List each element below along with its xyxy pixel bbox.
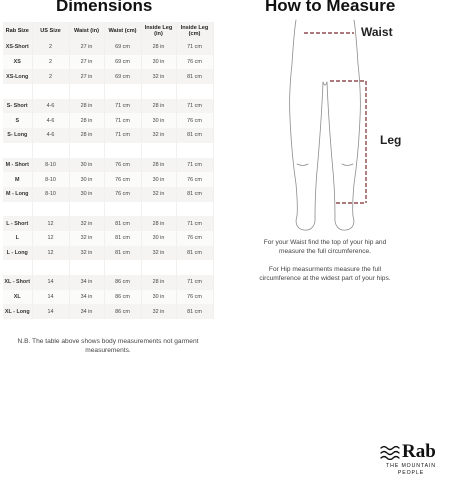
table-spacer-row — [3, 260, 213, 275]
table-row — [3, 40, 213, 55]
table-cell: 32 in — [141, 128, 176, 143]
table-cell — [104, 260, 141, 275]
table-cell: 76 cm — [176, 231, 213, 246]
table-cell: 30 in — [69, 172, 104, 187]
table-cell — [3, 143, 32, 158]
table-cell: 4-6 — [32, 99, 69, 114]
column-header: US Size — [32, 22, 69, 40]
table-cell — [69, 84, 104, 99]
table-spacer-row — [3, 143, 213, 158]
table-cell — [176, 260, 213, 275]
table-cell: 12 — [32, 216, 69, 231]
table-row — [3, 158, 213, 173]
table-row — [3, 69, 213, 84]
table-cell: 30 in — [69, 158, 104, 173]
table-cell — [141, 260, 176, 275]
table-cell: 8-10 — [32, 187, 69, 202]
table-cell: 81 cm — [176, 128, 213, 143]
table-cell — [104, 202, 141, 217]
table-spacer-row — [3, 84, 213, 99]
hip-instruction: For Hip measurments measure the full circumference at the widest part of your hips. — [259, 266, 391, 282]
table-cell: 28 in — [141, 99, 176, 114]
table-cell: 32 in — [141, 69, 176, 84]
table-cell: 69 cm — [104, 55, 141, 70]
table-cell: 4-6 — [32, 128, 69, 143]
table-note: N.B. The table above shows body measurements not garment measurements. — [17, 338, 199, 354]
table-cell: 28 in — [141, 275, 176, 290]
table-cell: 86 cm — [104, 275, 141, 290]
table-cell: 32 in — [141, 304, 176, 319]
table-cell — [176, 202, 213, 217]
table-cell: 12 — [32, 231, 69, 246]
table-row — [3, 128, 213, 143]
table-cell: 81 cm — [176, 187, 213, 202]
table-cell: S- Long — [3, 128, 32, 143]
table-cell: 4-6 — [32, 113, 69, 128]
table-cell: 8-10 — [32, 172, 69, 187]
right-leg-inner — [327, 82, 335, 216]
table-row — [3, 172, 213, 187]
table-cell — [69, 143, 104, 158]
brand-block — [380, 442, 450, 477]
left-leg-outer — [290, 118, 297, 216]
table-cell — [3, 260, 32, 275]
table-cell: L — [3, 231, 32, 246]
table-cell — [141, 84, 176, 99]
table-cell: 81 cm — [176, 246, 213, 261]
table-cell: 76 cm — [176, 113, 213, 128]
table-cell: 86 cm — [104, 304, 141, 319]
rab-wave-icon — [380, 444, 402, 460]
table-cell: XL — [3, 290, 32, 305]
table-cell: 86 cm — [104, 290, 141, 305]
right-foot — [335, 216, 354, 230]
table-cell: M - Long — [3, 187, 32, 202]
table-cell: 32 in — [69, 246, 104, 261]
how-to-measure-title: How to Measure — [265, 0, 396, 15]
table-cell: 76 cm — [104, 172, 141, 187]
table-cell — [176, 84, 213, 99]
column-header: Inside Leg (in) — [141, 22, 176, 40]
crotch-curve — [323, 82, 327, 85]
brand-logo — [380, 442, 450, 462]
table-cell: 69 cm — [104, 69, 141, 84]
table-cell — [104, 143, 141, 158]
table-cell — [176, 143, 213, 158]
table-cell: 27 in — [69, 55, 104, 70]
table-cell: 71 cm — [104, 99, 141, 114]
table-row — [3, 275, 213, 290]
waist-instruction: For your Waist find the top of your hip and measure the full circumference. — [263, 239, 387, 255]
table-cell: 32 in — [69, 231, 104, 246]
table-cell: 27 in — [69, 40, 104, 55]
table-cell — [3, 202, 32, 217]
table-cell: 71 cm — [104, 128, 141, 143]
table-cell: 32 in — [141, 187, 176, 202]
left-leg-inner — [315, 82, 323, 216]
table-cell: 81 cm — [104, 246, 141, 261]
column-header: Rab Size — [3, 22, 32, 40]
table-cell: 71 cm — [176, 99, 213, 114]
table-cell: 81 cm — [104, 231, 141, 246]
table-cell: 30 in — [141, 231, 176, 246]
right-leg-outer — [353, 118, 360, 216]
brand-tagline: THE MOUNTAIN PEOPLE — [386, 463, 436, 476]
table-cell — [69, 260, 104, 275]
table-cell: XS-Long — [3, 69, 32, 84]
table-cell: XS-Short — [3, 40, 32, 55]
table-cell: 32 in — [69, 216, 104, 231]
table-cell: 71 cm — [176, 158, 213, 173]
table-header-row — [3, 22, 213, 40]
table-cell: 71 cm — [176, 216, 213, 231]
table-cell: 81 cm — [176, 304, 213, 319]
table-cell — [3, 84, 32, 99]
table-cell: 76 cm — [176, 55, 213, 70]
table-cell: 27 in — [69, 69, 104, 84]
table-cell: 76 cm — [176, 172, 213, 187]
torso-right-outline — [354, 20, 360, 118]
table-row — [3, 246, 213, 261]
body-figure-illustration — [270, 18, 380, 233]
table-cell: 71 cm — [104, 113, 141, 128]
left-knee — [297, 164, 308, 166]
table-row — [3, 113, 213, 128]
table-cell: XS — [3, 55, 32, 70]
dimensions-title: Dimensions — [56, 0, 153, 15]
right-knee — [342, 164, 353, 166]
table-cell: 30 in — [141, 290, 176, 305]
waist-label: Waist — [361, 25, 393, 39]
table-cell — [32, 260, 69, 275]
table-cell: 76 cm — [104, 158, 141, 173]
table-cell: 34 in — [69, 304, 104, 319]
table-cell: 71 cm — [176, 275, 213, 290]
table-cell: 8-10 — [32, 158, 69, 173]
table-cell: 28 in — [141, 158, 176, 173]
table-cell: S- Short — [3, 99, 32, 114]
table-cell — [104, 84, 141, 99]
table-cell: 28 in — [141, 40, 176, 55]
table-cell: 28 in — [141, 216, 176, 231]
table-cell: 14 — [32, 304, 69, 319]
table-cell: L - Long — [3, 246, 32, 261]
table-cell: S — [3, 113, 32, 128]
table-cell — [141, 202, 176, 217]
table-cell: 32 in — [141, 246, 176, 261]
table-cell — [69, 202, 104, 217]
table-cell — [32, 84, 69, 99]
torso-left-outline — [290, 20, 296, 118]
table-cell: 2 — [32, 40, 69, 55]
table-cell: 2 — [32, 55, 69, 70]
brand-name: Rab — [402, 441, 436, 462]
table-cell: M — [3, 172, 32, 187]
table-row — [3, 187, 213, 202]
table-cell: M - Short — [3, 158, 32, 173]
leg-label: Leg — [380, 133, 402, 147]
table-cell: 30 in — [141, 55, 176, 70]
table-cell: 69 cm — [104, 40, 141, 55]
table-cell: XL - Short — [3, 275, 32, 290]
table-row — [3, 55, 213, 70]
table-cell: 30 in — [69, 187, 104, 202]
table-cell: 14 — [32, 275, 69, 290]
table-cell: 30 in — [141, 172, 176, 187]
table-cell: 81 cm — [176, 69, 213, 84]
table-cell: 12 — [32, 246, 69, 261]
column-header: Inside Leg (cm) — [176, 22, 213, 40]
table-cell: 30 in — [141, 113, 176, 128]
table-cell: 34 in — [69, 290, 104, 305]
table-cell: 28 in — [69, 128, 104, 143]
table-cell — [32, 202, 69, 217]
table-spacer-row — [3, 202, 213, 217]
table-cell: 28 in — [69, 99, 104, 114]
table-row — [3, 304, 213, 319]
table-cell — [32, 143, 69, 158]
table-cell — [141, 143, 176, 158]
table-cell: 76 cm — [104, 187, 141, 202]
table-row — [3, 290, 213, 305]
table-cell: 81 cm — [104, 216, 141, 231]
table-row — [3, 231, 213, 246]
table-row — [3, 99, 213, 114]
column-header: Waist (cm) — [104, 22, 141, 40]
table-cell: 14 — [32, 290, 69, 305]
table-cell: 71 cm — [176, 40, 213, 55]
table-cell: 34 in — [69, 275, 104, 290]
left-foot — [296, 216, 315, 230]
size-chart-table — [3, 22, 214, 319]
table-cell: 2 — [32, 69, 69, 84]
column-header: Waist (in) — [69, 22, 104, 40]
table-cell: 28 in — [69, 113, 104, 128]
table-row — [3, 216, 213, 231]
table-cell: 76 cm — [176, 290, 213, 305]
table-cell: L - Short — [3, 216, 32, 231]
table-cell: XL - Long — [3, 304, 32, 319]
